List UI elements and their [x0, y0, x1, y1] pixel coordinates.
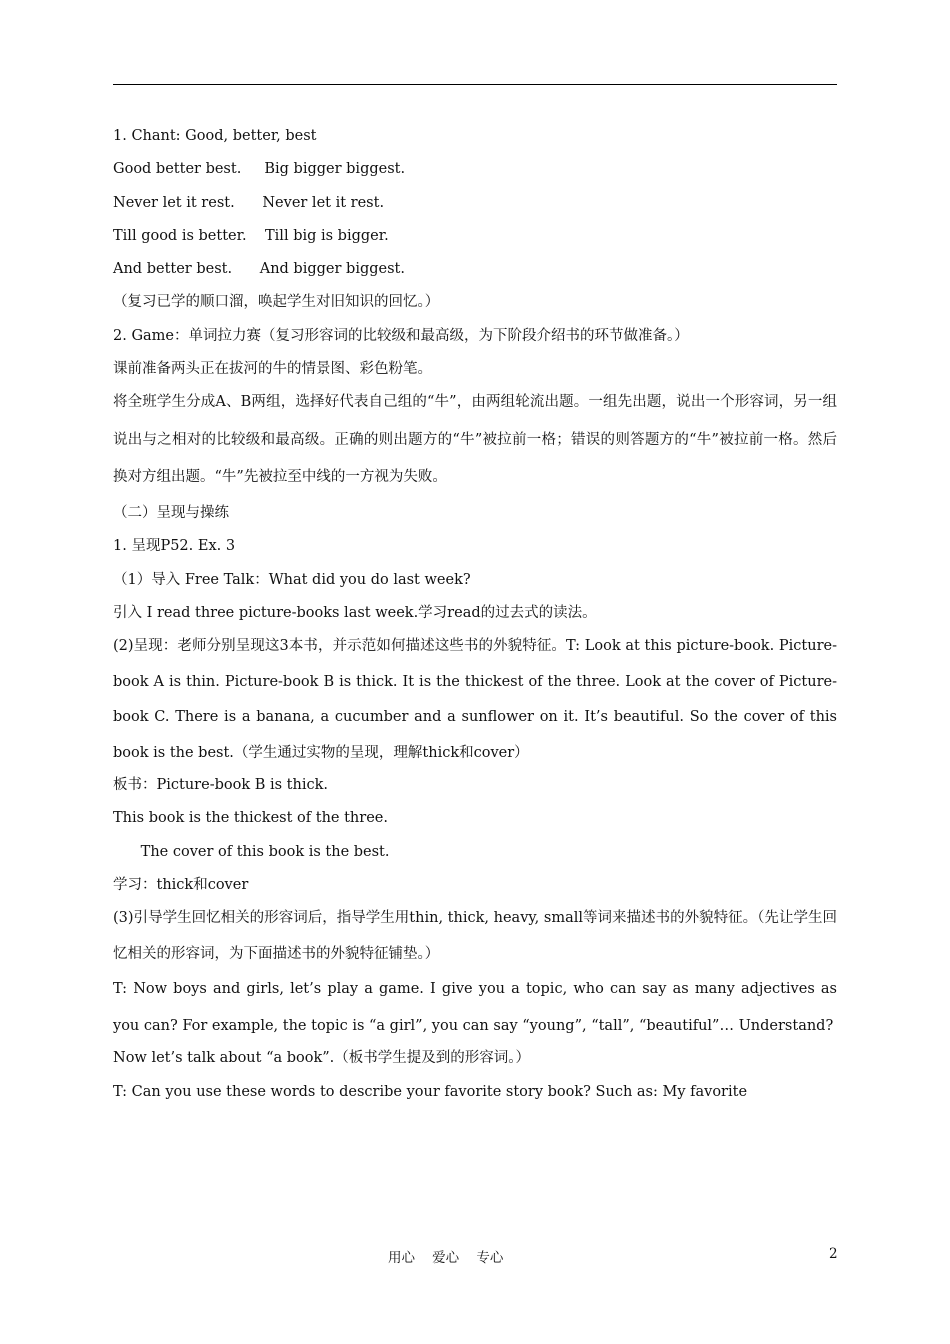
page-number: 2	[829, 1246, 838, 1262]
game-preparation: 课前准备两头正在拔河的牛的情景图、彩色粉笔。	[113, 361, 432, 378]
chant-line-1: Good better best. Big bigger biggest.	[113, 161, 406, 178]
chant-line-4: And better best. And bigger biggest.	[113, 261, 405, 278]
game-dialogue-paragraph: T: Now boys and girls, let’s play a game. I give you a topic, who can say as many adjectives as you can? For example, the topic is “a girl”, you can say “young”, “tall”, “beautiful”… Understand?	[113, 981, 837, 1035]
favorite-book-line: T: Can you use these words to describe your favorite story book? Such as: My favorite	[113, 1083, 748, 1100]
adjective-guide-paragraph: (3)引导学生回忆相关的形容词后，指导学生用thin, thick, heavy, small等词来描述书的外貌特征。（先让学生回忆相关的形容词，为下面描述书的外貌特征铺垫。）	[113, 910, 837, 963]
chant-title: 1. Chant: Good, better, best	[113, 128, 317, 144]
board-line-3: The cover of this book is the best.	[113, 843, 390, 860]
page-footer	[0, 1246, 950, 1270]
game-title: 2. Game：单词拉力赛（复习形容词的比较级和最高级，为下阶段介绍书的环节做准备。）	[113, 327, 689, 344]
free-talk-line: （1）导入 Free Talk：What did you do last week?	[113, 571, 471, 588]
present-step-1: 1. 呈现P52. Ex. 3	[113, 538, 236, 555]
presentation-paragraph: (2)呈现：老师分别呈现这3本书，并示范如何描述这些书的外貌特征。T: Look at this picture-book. Picture-book A is thin. Picture-book B is thick. It is the thickest of the three. Look at the cover of Picture-book C. There is a banana, a cucumber and a sunflower on it. It’s beautiful. So the cover of this book is the best.（学生通过实物的呈现，理解thick和cover）	[113, 638, 837, 761]
chant-line-3: Till good is better. Till big is bigger.	[113, 227, 389, 244]
game-rules-paragraph: 将全班学生分成A、B两组，选择好代表自己组的“牛”，由两组轮流出题。一组先出题，说出一个形容词，另一组说出与之相对的比较级和最高级。正确的则出题方的“牛”被拉前一格；错误的则答题方的“牛”被拉前一格。然后换对方组出题。“牛”先被拉至中线的一方视为失败。	[113, 394, 837, 485]
header-rule	[113, 84, 837, 85]
section-heading: （二）呈现与操练	[113, 504, 229, 521]
board-line-1: 板书：Picture-book B is thick.	[113, 777, 329, 794]
intro-line: 引入 I read three picture-books last week.学习read的过去式的读法。	[113, 604, 597, 621]
board-line-2: This book is the thickest of the three.	[113, 810, 388, 827]
book-talk-line: Now let’s talk about “a book”.（板书学生提及到的形容词。）	[113, 1050, 531, 1067]
chant-line-2: Never let it rest. Never let it rest.	[113, 194, 385, 211]
footer-motto: 用心 爱心 专心	[388, 1250, 504, 1266]
page-body	[113, 120, 837, 1109]
study-line: 学习：thick和cover	[113, 877, 249, 894]
chant-note: （复习已学的顺口溜，唤起学生对旧知识的回忆。）	[113, 294, 440, 311]
